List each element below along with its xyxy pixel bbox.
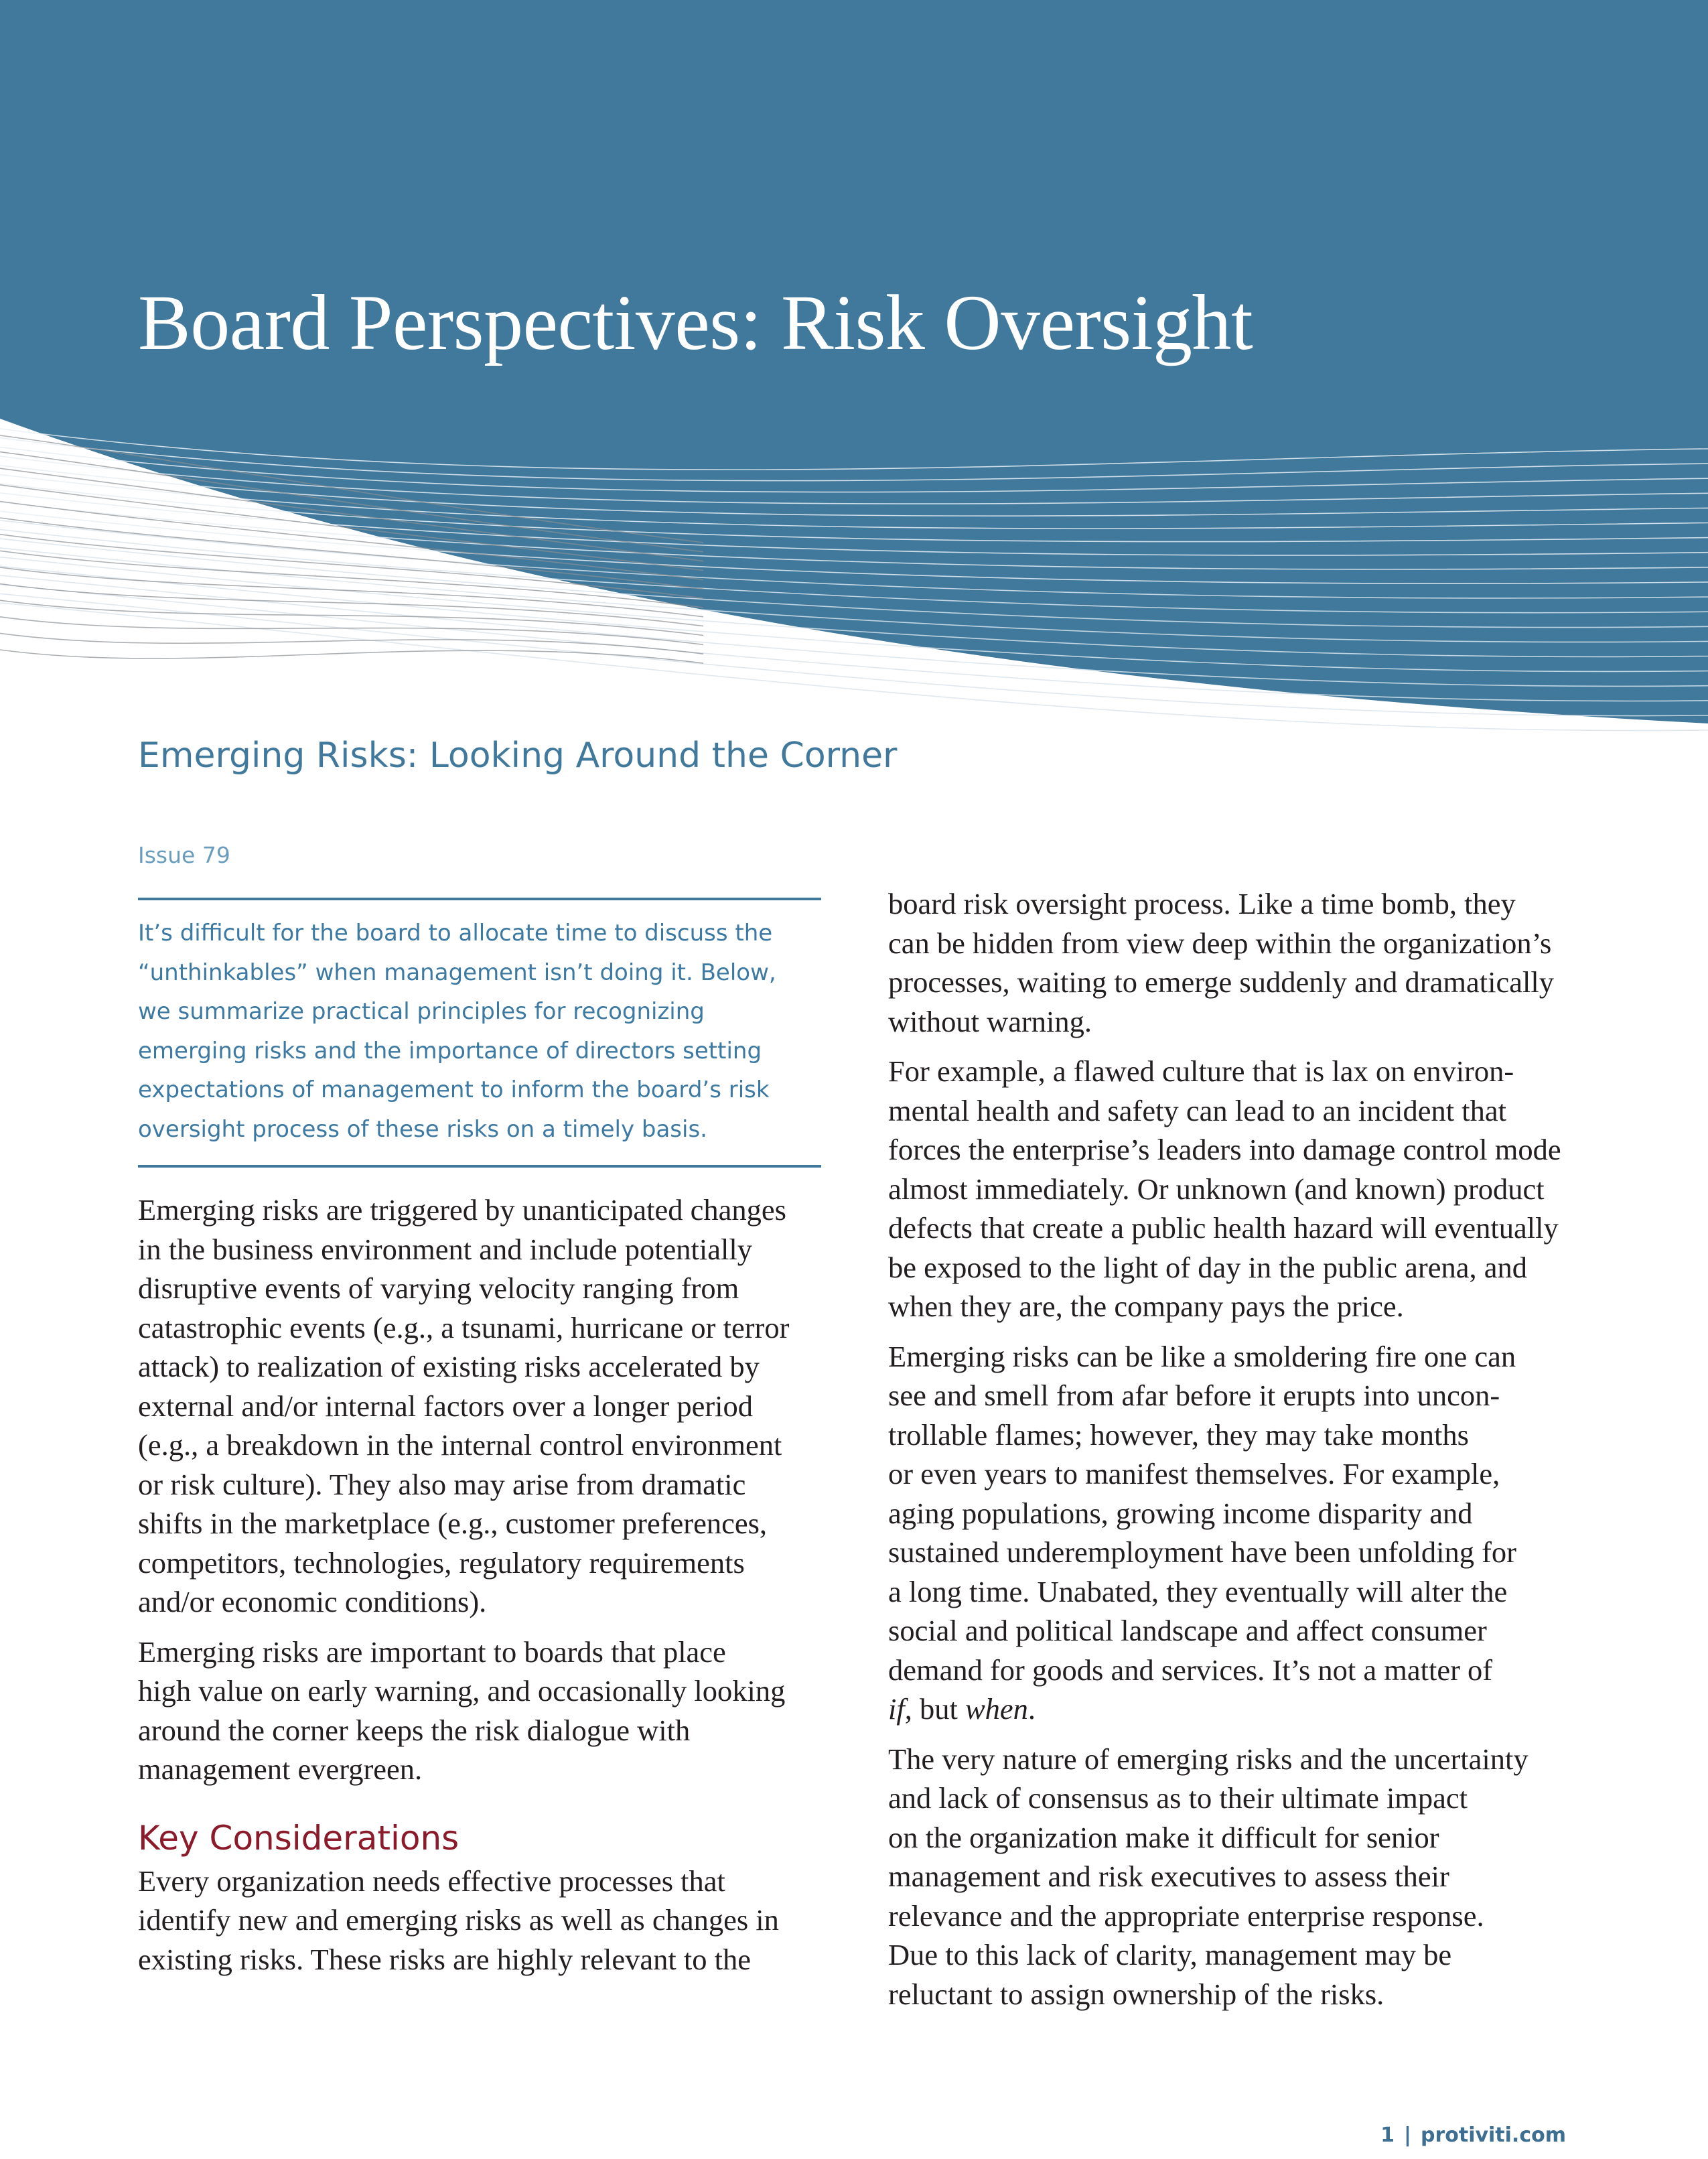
footer-separator: | [1404, 2123, 1411, 2147]
emphasis-when: when [965, 1692, 1028, 1726]
emphasis-end: . [1027, 1692, 1036, 1726]
body-paragraph: The very nature of emerging risks and the uncertainty and lack of consensus as to their ultimate impact on the organization make it difficult for senior management and risk executives to assess their relevance and the appropriate enterprise response. Due to this lack of clarity, management may be reluctant to assign ownership of the risks. [888, 1742, 1528, 2011]
issue-number: Issue 79 [138, 842, 230, 868]
header-banner [0, 0, 1708, 757]
paragraph-text: Emerging risks can be like a smoldering fire one can see and smell from afar before it erupts into uncon- trollable flames; however, they may take months or even years to manifest themselves. For example, aging populations, growing income disparity and sustained underemployment have been unfolding for a long time. Unabated, they eventually will alter the social and political landscape and affect consumer demand for goods and services. It’s not a matter of [888, 1339, 1516, 1687]
intro-summary: It’s difficult for the board to allocate time to discuss the “unthinkables” when management isn’t doing it. Below, we summarize practical principles for recognizing emerging risks and the importance of directors setting expectations of management to inform the board’s risk oversight process of these risks on a timely basis. [138, 920, 776, 1143]
emphasis-if: if [888, 1692, 905, 1726]
page-footer [1380, 2123, 1566, 2147]
section-heading: Key Considerations [138, 1818, 459, 1858]
intro-bottom-rule [138, 1165, 821, 1168]
left-column [138, 898, 821, 1990]
right-column [888, 884, 1571, 2024]
page-number: 1 [1380, 2123, 1395, 2147]
website-link[interactable]: protiviti.com [1420, 2123, 1566, 2147]
body-paragraph: board risk oversight process. Like a time bomb, they can be hidden from view deep within the organization’s processes, waiting to emerge suddenly and dramatically without warning. [888, 887, 1554, 1038]
body-paragraph: Emerging risks are important to boards that place high value on early warning, and occasionally looking around the corner keeps the risk dialogue with management evergreen. [138, 1634, 786, 1786]
emphasis-joiner: , but [904, 1692, 965, 1726]
intro-top-rule [138, 898, 821, 900]
body-paragraph [888, 1337, 1571, 1729]
article-subtitle: Emerging Risks: Looking Around the Corner [138, 736, 898, 776]
body-paragraph: Emerging risks are triggered by unanticipated changes in the business environment and include potentially disruptive events of varying velocity ranging from catastrophic events (e.g., a tsunami, hurricane or terror attack) to realization of existing risks accelerated by external and/or internal factors over a longer period (e.g., a breakdown in the internal control environment or risk culture). They also may arise from dramatic shifts in the marketplace (e.g., customer preferences, competitors, technologies, regulatory requirements and/or economic conditions). [138, 1193, 790, 1618]
body-paragraph: Every organization needs effective processes that identify new and emerging risks as well as changes in existing risks. These risks are highly relevant to the [138, 1864, 779, 1976]
page-title: Board Perspectives: Risk Oversight [138, 279, 1253, 366]
body-paragraph: For example, a flawed culture that is lax on environ- mental health and safety can lead to an incident that forces the enterprise’s leaders into damage control mode almost immediately. Or unknown (and known) product defects that create a public health hazard will eventually be exposed to the light of day in the public arena, and when they are, the company pays the price. [888, 1054, 1561, 1323]
